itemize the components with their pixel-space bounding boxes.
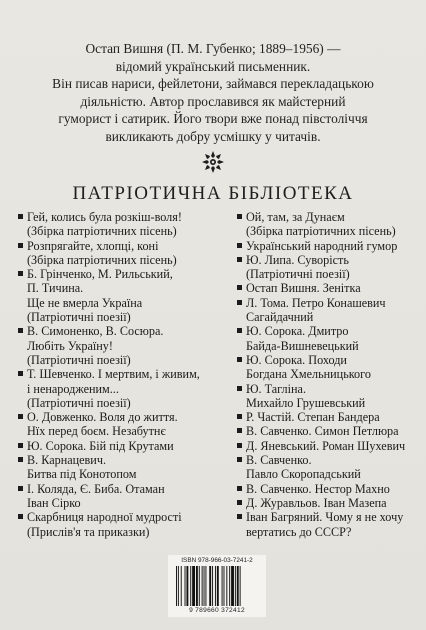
book-title-line: Український народний гумор bbox=[246, 238, 398, 253]
book-title-line: вертатись до СССР? bbox=[246, 524, 352, 539]
book-title-line: Д. Журавльов. Іван Мазепа bbox=[246, 495, 387, 510]
book-title-line: Битва під Конотопом bbox=[27, 467, 137, 482]
book-title-line: (Збірка патріотичних пісень) bbox=[246, 224, 396, 239]
square-bullet-icon bbox=[18, 328, 23, 333]
floral-ornament-icon bbox=[201, 150, 225, 174]
book-list-item bbox=[237, 382, 417, 411]
book-title-line: Ю. Сорока. Походи bbox=[246, 352, 347, 367]
book-title-line: (Збірка патріотичних пісень) bbox=[27, 224, 177, 239]
intro-line: відомий український письменник. bbox=[115, 58, 311, 74]
square-bullet-icon bbox=[237, 300, 242, 305]
book-title-line: (Прислів'я та приказки) bbox=[27, 524, 150, 539]
book-title-line: Ой, там, за Дунаєм bbox=[246, 210, 345, 224]
barcode-icon bbox=[176, 566, 258, 606]
book-list-item bbox=[18, 439, 228, 453]
square-bullet-icon bbox=[237, 328, 242, 333]
book-title-line: Богдана Хмельницького bbox=[246, 367, 371, 382]
book-title-line: Л. Тома. Петро Конашевич bbox=[246, 295, 386, 310]
book-title-line: В. Савченко. Нестор Махно bbox=[246, 481, 390, 496]
series-title: ПАТРІОТИЧНА БІБЛІОТЕКА bbox=[72, 183, 354, 204]
book-title-line: Михайло Грушевський bbox=[246, 395, 366, 410]
book-title-line: Іван Сірко bbox=[27, 495, 81, 510]
book-title-line: В. Симоненко, В. Сосюра. bbox=[27, 324, 164, 339]
square-bullet-icon bbox=[18, 457, 23, 462]
book-list-item bbox=[237, 253, 417, 282]
book-list-item bbox=[237, 296, 417, 325]
book-list-item bbox=[237, 496, 417, 510]
barcode-number: 9 789660 372412 bbox=[189, 607, 245, 614]
book-list-item bbox=[237, 210, 417, 239]
book-list-item bbox=[237, 410, 417, 424]
book-title-line: Р. Частій. Степан Бандера bbox=[246, 410, 380, 425]
book-list-item bbox=[237, 424, 417, 438]
book-list-item bbox=[237, 353, 417, 382]
book-title-line: Гей, колись була розкіш-воля! bbox=[27, 210, 182, 224]
book-title-line: (Збірка патріотичних пісень) bbox=[27, 252, 177, 267]
book-title-line: І. Коляда, Є. Биба. Отаман bbox=[27, 481, 165, 496]
book-title-line: (Патріотичні поезії) bbox=[27, 310, 131, 325]
square-bullet-icon bbox=[18, 371, 23, 376]
square-bullet-icon bbox=[18, 443, 23, 448]
book-list-item bbox=[18, 324, 228, 367]
square-bullet-icon bbox=[237, 214, 242, 219]
square-bullet-icon bbox=[237, 357, 242, 362]
book-title-line: Нїх перед боєм. Незабутнє bbox=[27, 424, 166, 439]
square-bullet-icon bbox=[18, 271, 23, 276]
book-title-line: (Патріотичні поезії) bbox=[27, 352, 131, 367]
book-list-item bbox=[237, 281, 417, 295]
square-bullet-icon bbox=[237, 414, 242, 419]
author-intro bbox=[40, 40, 386, 146]
book-title-line: Розпрягайте, хлопці, коні bbox=[27, 238, 159, 253]
book-title-line: В. Карнацевич. bbox=[27, 453, 107, 468]
book-title-line: Іван Багряний. Чому я не хочу bbox=[246, 510, 404, 525]
square-bullet-icon bbox=[18, 486, 23, 491]
book-title-line: Ю. Сорока. Дмитро bbox=[246, 324, 349, 339]
book-title-line: Б. Грінченко, М. Рильський, bbox=[27, 267, 173, 282]
intro-line: Він писав нариси, фейлетони, займався перекладацькою bbox=[52, 76, 374, 92]
book-list-item bbox=[18, 410, 228, 439]
intro-line: діяльністю. Автор прославився як майстерний bbox=[80, 93, 346, 109]
book-title-line: Д. Яневський. Роман Шухевич bbox=[246, 438, 406, 453]
square-bullet-icon bbox=[237, 457, 242, 462]
book-list-item bbox=[18, 367, 228, 410]
square-bullet-icon bbox=[237, 257, 242, 262]
square-bullet-icon bbox=[18, 514, 23, 519]
book-list-item bbox=[237, 239, 417, 253]
square-bullet-icon bbox=[237, 514, 242, 519]
square-bullet-icon bbox=[237, 428, 242, 433]
book-title-line: Скарбниця народної мудрості bbox=[27, 510, 182, 525]
book-list-item bbox=[18, 210, 228, 239]
book-title-line: Т. Шевченко. І мертвим, і живим, bbox=[27, 367, 200, 382]
intro-line: Остап Вишня (П. М. Губенко; 1889–1956) — bbox=[85, 41, 341, 56]
book-title-line: Павло Скоропадський bbox=[246, 467, 361, 482]
book-title-line: Ю. Липа. Суворість bbox=[246, 252, 349, 267]
square-bullet-icon bbox=[237, 486, 242, 491]
book-title-line: Сагайдачний bbox=[246, 310, 314, 325]
square-bullet-icon bbox=[237, 243, 242, 248]
book-title-line: Байда-Вишневецький bbox=[246, 338, 359, 353]
square-bullet-icon bbox=[237, 386, 242, 391]
book-title-line: В. Савченко. bbox=[246, 453, 312, 468]
book-list-item bbox=[18, 453, 228, 482]
book-list-item bbox=[237, 324, 417, 353]
intro-line: викликають добру усмішку у читачів. bbox=[105, 128, 321, 144]
book-list-item bbox=[237, 439, 417, 453]
book-list-item bbox=[237, 510, 417, 539]
book-title-line: Остап Вишня. Зенітка bbox=[246, 281, 361, 296]
book-title-line: О. Довженко. Воля до життя. bbox=[27, 410, 178, 425]
barcode-panel bbox=[168, 555, 266, 617]
square-bullet-icon bbox=[18, 243, 23, 248]
book-title-line: Ю. Тагліна. bbox=[246, 381, 306, 396]
isbn-label: ISBN 978-966-03-7241-2 bbox=[181, 557, 253, 564]
book-title-line: Любіть Україну! bbox=[27, 338, 113, 353]
intro-line: гуморист і сатирик. Його твори вже понад півстоліччя bbox=[58, 111, 368, 127]
book-list-right bbox=[237, 210, 417, 539]
square-bullet-icon bbox=[18, 414, 23, 419]
square-bullet-icon bbox=[237, 443, 242, 448]
book-list-item bbox=[18, 239, 228, 268]
book-title-line: Ю. Сорока. Бій під Крутами bbox=[27, 438, 174, 453]
book-title-line: (Патріотичні поезії) bbox=[27, 395, 131, 410]
book-list-item bbox=[18, 510, 228, 539]
book-list-left bbox=[18, 210, 228, 539]
square-bullet-icon bbox=[18, 214, 23, 219]
book-title-line: В. Савченко. Симон Петлюра bbox=[246, 424, 399, 439]
book-title-line: і ненародженим... bbox=[27, 381, 119, 396]
book-list-item bbox=[237, 453, 417, 482]
book-title-line: (Патріотичні поезії) bbox=[246, 267, 350, 282]
book-title-line: Ще не вмерла Україна bbox=[27, 295, 143, 310]
book-list-item bbox=[237, 482, 417, 496]
square-bullet-icon bbox=[237, 285, 242, 290]
book-list-item bbox=[18, 267, 228, 324]
book-list-item bbox=[18, 482, 228, 511]
book-title-line: П. Тичина. bbox=[27, 281, 84, 296]
square-bullet-icon bbox=[237, 500, 242, 505]
